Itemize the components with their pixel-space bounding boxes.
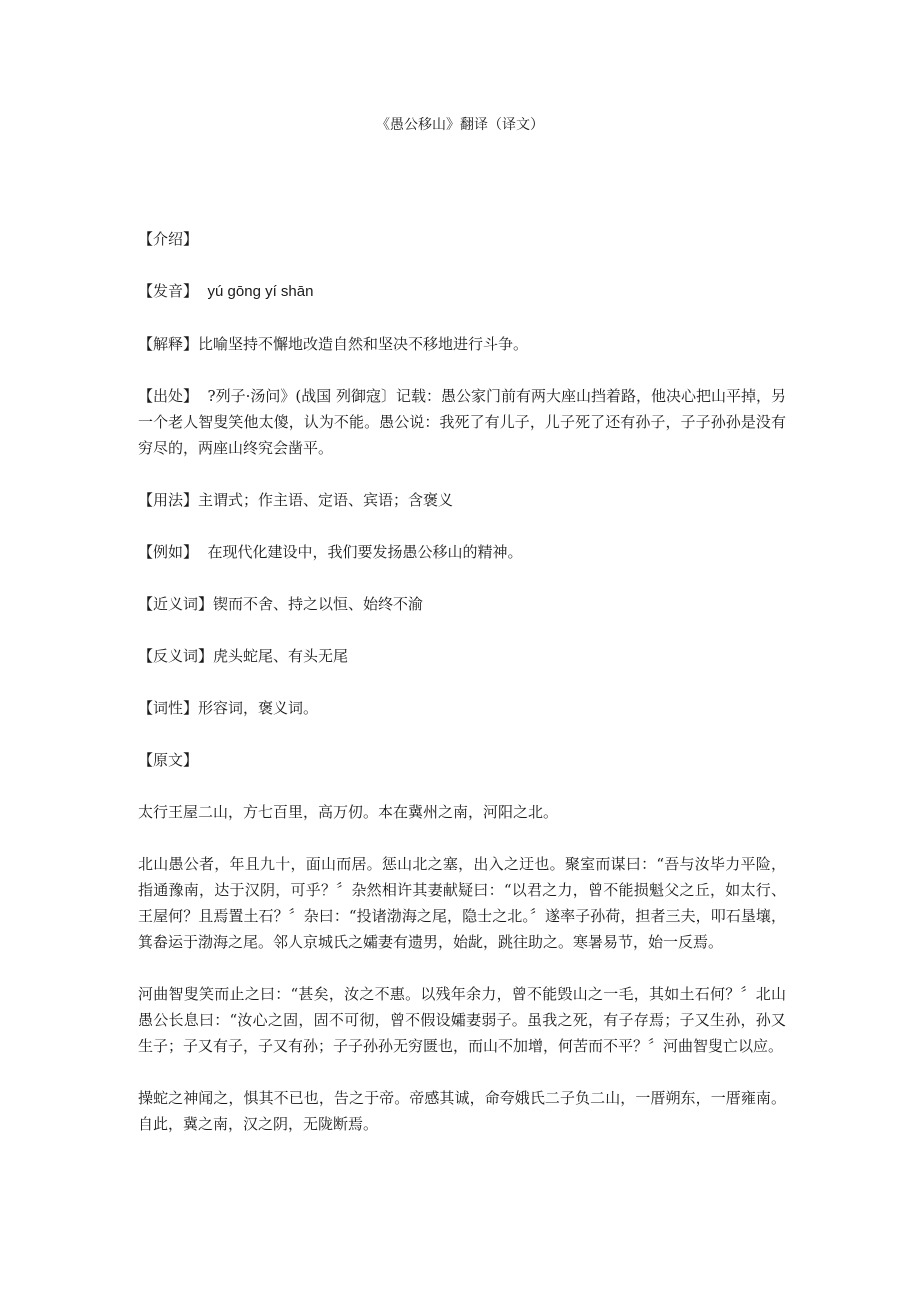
- section-head: 【原文】: [138, 751, 199, 769]
- section-part-of-speech: [138, 695, 786, 721]
- section-antonyms: [138, 643, 786, 669]
- section-head: 【近义词】: [138, 595, 214, 613]
- section-pronunciation: [138, 278, 786, 305]
- section-explanation: [138, 331, 786, 357]
- section-text: 虎头蛇尾、有头无尾: [213, 647, 349, 665]
- document-title: 《愚公移山》翻译（译文）: [376, 117, 544, 133]
- original-paragraph: 太行王屋二山，方七百里，高万仞。本在冀州之南，河阳之北。: [138, 803, 559, 821]
- section-text: 比喻坚持不懈地改造自然和坚决不移地进行斗争。: [198, 335, 529, 353]
- section-head: 【出处】: [138, 387, 208, 405]
- section-head: 【发音】: [138, 282, 208, 300]
- pinyin-text: yú gōng yí shān: [207, 283, 314, 300]
- section-text: 锲而不舍、持之以恒、始终不渝: [213, 595, 424, 613]
- section-source: [138, 383, 786, 461]
- section-text: 在现代化建设中，我们要发扬愚公移山的精神。: [207, 543, 523, 561]
- section-original-text: [138, 747, 786, 773]
- section-introduction: [138, 226, 786, 252]
- section-head: 【例如】: [138, 543, 208, 561]
- section-example: [138, 539, 786, 565]
- section-text: 主谓式；作主语、定语、宾语；含褒义: [198, 491, 454, 509]
- section-synonyms: [138, 591, 786, 617]
- section-head: 【用法】: [138, 491, 199, 509]
- original-paragraph: 河曲智叟笑而止之曰：“甚矣，汝之不惠。以残年余力，曾不能毁山之一毛，其如土石何？〞北山愚公长息曰：“汝心之固，固不可彻，曾不假设孀妻弱子。虽我之死，有子存焉；子又生孙，孙又生子；子又有子，子又有孙；子子孙孙无穷匮也，而山不加增，何苦而不平？〞河曲智叟亡以应。: [138, 985, 786, 1055]
- section-text: 形容词，褒义词。: [198, 699, 319, 717]
- document-body: [138, 226, 786, 1163]
- section-head: 【词性】: [138, 699, 199, 717]
- original-paragraph: 操蛇之神闻之，惧其不已也，告之于帝。帝感其诚，命夸娥氏二子负二山，一厝朔东，一厝雍南。自此，冀之南，汉之阴，无陇断焉。: [138, 1089, 786, 1133]
- original-paragraph: 北山愚公者，年且九十，面山而居。惩山北之塞，出入之迂也。聚室而谋曰：“吾与汝毕力平险，指通豫南，达于汉阴，可乎？〞杂然相许其妻献疑曰：“以君之力，曾不能损魁父之丘，如太行、王屋何？且焉置土石？〞杂曰：“投诸渤海之尾，隐士之北。〞遂率子孙荷，担者三夫，叩石垦壤，箕畚运于渤海之尾。邻人京城氏之孀妻有遗男，始龀，跳往助之。寒暑易节，始一反焉。: [138, 855, 786, 951]
- section-text: ?列子·汤问》(战国 列御寇〕记载：愚公家门前有两大座山挡着路，他决心把山平掉，另一个老人智叟笑他太傻，认为不能。愚公说：我死了有儿子，儿子死了还有孙子，子子孙孙是没有穷尽的，两座山终究会凿平。: [138, 387, 786, 457]
- section-head: 【解释】: [138, 335, 199, 353]
- section-usage: [138, 487, 786, 513]
- section-head: 【介绍】: [138, 230, 199, 248]
- section-head: 【反义词】: [138, 647, 214, 665]
